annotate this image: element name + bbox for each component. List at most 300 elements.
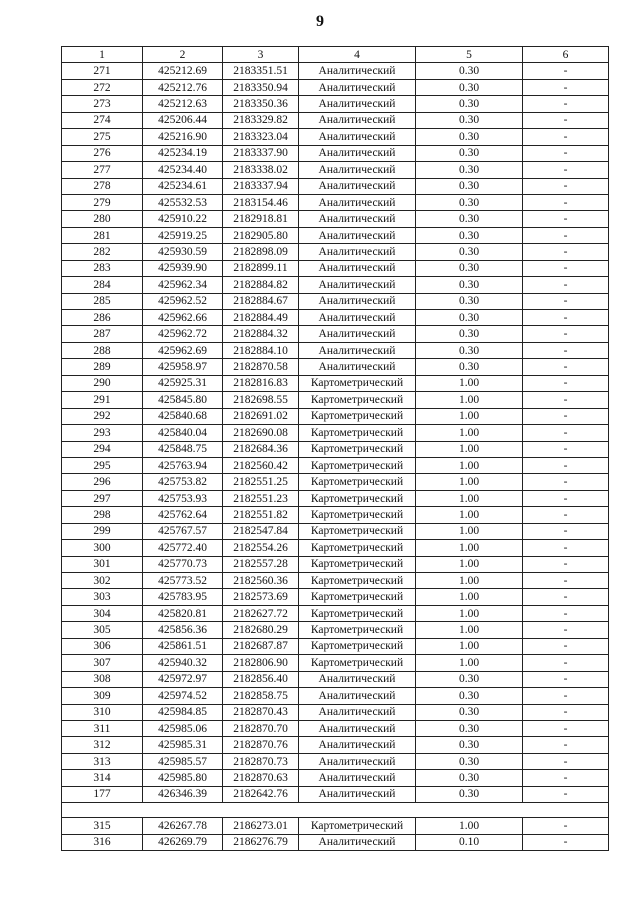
note-cell: -	[523, 720, 609, 736]
method-cell: Аналитический	[299, 834, 416, 850]
point-number-cell: 276	[62, 145, 143, 161]
x-coordinate-cell: 425910.22	[143, 211, 223, 227]
accuracy-cell: 0.30	[416, 688, 523, 704]
method-cell: Аналитический	[299, 342, 416, 358]
accuracy-cell: 0.30	[416, 194, 523, 210]
accuracy-cell: 0.30	[416, 178, 523, 194]
note-cell: -	[523, 671, 609, 687]
table-row	[62, 96, 609, 112]
accuracy-cell: 0.30	[416, 260, 523, 276]
note-cell: -	[523, 79, 609, 95]
table-row	[62, 457, 609, 473]
accuracy-cell: 0.30	[416, 96, 523, 112]
table-row	[62, 688, 609, 704]
method-cell: Картометрический	[299, 818, 416, 834]
accuracy-cell: 1.00	[416, 408, 523, 424]
x-coordinate-cell: 425234.61	[143, 178, 223, 194]
table-row	[62, 834, 609, 850]
accuracy-cell: 0.30	[416, 359, 523, 375]
table-row	[62, 277, 609, 293]
method-cell: Картометрический	[299, 556, 416, 572]
method-cell: Картометрический	[299, 638, 416, 654]
accuracy-cell: 1.00	[416, 655, 523, 671]
table-row	[62, 326, 609, 342]
note-cell: -	[523, 293, 609, 309]
note-cell: -	[523, 194, 609, 210]
column-header: 1	[62, 47, 143, 63]
method-cell: Аналитический	[299, 326, 416, 342]
method-cell: Картометрический	[299, 490, 416, 506]
note-cell: -	[523, 342, 609, 358]
accuracy-cell: 1.00	[416, 540, 523, 556]
method-cell: Картометрический	[299, 392, 416, 408]
x-coordinate-cell: 425984.85	[143, 704, 223, 720]
page-number: 9	[316, 13, 324, 30]
table-row	[62, 786, 609, 802]
point-number-cell: 283	[62, 260, 143, 276]
note-cell: -	[523, 359, 609, 375]
y-coordinate-cell: 2182884.10	[223, 342, 299, 358]
y-coordinate-cell: 2182884.32	[223, 326, 299, 342]
method-cell: Картометрический	[299, 441, 416, 457]
point-number-cell: 299	[62, 523, 143, 539]
y-coordinate-cell: 2182551.25	[223, 474, 299, 490]
table-header-row	[62, 47, 609, 63]
column-header: 5	[416, 47, 523, 63]
x-coordinate-cell: 425234.40	[143, 162, 223, 178]
y-coordinate-cell: 2183338.02	[223, 162, 299, 178]
accuracy-cell: 0.30	[416, 342, 523, 358]
point-number-cell: 300	[62, 540, 143, 556]
table-row	[62, 655, 609, 671]
table-row	[62, 293, 609, 309]
y-coordinate-cell: 2182551.82	[223, 507, 299, 523]
x-coordinate-cell: 426346.39	[143, 786, 223, 802]
point-number-cell: 307	[62, 655, 143, 671]
y-coordinate-cell: 2182856.40	[223, 671, 299, 687]
note-cell: -	[523, 260, 609, 276]
x-coordinate-cell: 425212.76	[143, 79, 223, 95]
table-row	[62, 540, 609, 556]
y-coordinate-cell: 2182680.29	[223, 622, 299, 638]
point-number-cell: 301	[62, 556, 143, 572]
x-coordinate-cell: 425216.90	[143, 129, 223, 145]
column-header: 6	[523, 47, 609, 63]
y-coordinate-cell: 2182573.69	[223, 589, 299, 605]
note-cell: -	[523, 818, 609, 834]
point-number-cell: 293	[62, 425, 143, 441]
accuracy-cell: 0.30	[416, 145, 523, 161]
y-coordinate-cell: 2182560.42	[223, 457, 299, 473]
y-coordinate-cell: 2182551.23	[223, 490, 299, 506]
method-cell: Аналитический	[299, 720, 416, 736]
accuracy-cell: 0.30	[416, 244, 523, 260]
accuracy-cell: 1.00	[416, 589, 523, 605]
accuracy-cell: 0.30	[416, 737, 523, 753]
method-cell: Аналитический	[299, 129, 416, 145]
method-cell: Картометрический	[299, 375, 416, 391]
x-coordinate-cell: 425856.36	[143, 622, 223, 638]
table-row	[62, 392, 609, 408]
method-cell: Аналитический	[299, 359, 416, 375]
point-number-cell: 286	[62, 310, 143, 326]
table-row	[62, 622, 609, 638]
table-row	[62, 79, 609, 95]
accuracy-cell: 0.30	[416, 326, 523, 342]
y-coordinate-cell: 2182918.81	[223, 211, 299, 227]
method-cell: Картометрический	[299, 507, 416, 523]
table-row	[62, 474, 609, 490]
x-coordinate-cell: 425845.80	[143, 392, 223, 408]
note-cell: -	[523, 408, 609, 424]
method-cell: Аналитический	[299, 63, 416, 79]
y-coordinate-cell	[223, 803, 299, 818]
accuracy-cell: 0.30	[416, 720, 523, 736]
x-coordinate-cell: 425783.95	[143, 589, 223, 605]
x-coordinate-cell: 425848.75	[143, 441, 223, 457]
table-row	[62, 737, 609, 753]
note-cell: -	[523, 211, 609, 227]
table-row	[62, 704, 609, 720]
y-coordinate-cell: 2182554.26	[223, 540, 299, 556]
note-cell: -	[523, 227, 609, 243]
x-coordinate-cell: 426267.78	[143, 818, 223, 834]
accuracy-cell: 0.30	[416, 63, 523, 79]
table-row	[62, 556, 609, 572]
y-coordinate-cell: 2183350.36	[223, 96, 299, 112]
y-coordinate-cell: 2182870.73	[223, 753, 299, 769]
note-cell: -	[523, 770, 609, 786]
point-number-cell: 294	[62, 441, 143, 457]
accuracy-cell: 1.00	[416, 622, 523, 638]
point-number-cell: 305	[62, 622, 143, 638]
note-cell: -	[523, 556, 609, 572]
accuracy-cell: 1.00	[416, 392, 523, 408]
point-number-cell: 284	[62, 277, 143, 293]
column-header: 3	[223, 47, 299, 63]
method-cell: Аналитический	[299, 194, 416, 210]
y-coordinate-cell: 2182899.11	[223, 260, 299, 276]
accuracy-cell: 1.00	[416, 507, 523, 523]
table-row	[62, 523, 609, 539]
note-cell: -	[523, 145, 609, 161]
x-coordinate-cell: 425767.57	[143, 523, 223, 539]
x-coordinate-cell: 425753.93	[143, 490, 223, 506]
method-cell: Аналитический	[299, 704, 416, 720]
point-number-cell	[62, 803, 143, 818]
column-header: 2	[143, 47, 223, 63]
x-coordinate-cell: 425840.04	[143, 425, 223, 441]
note-cell: -	[523, 638, 609, 654]
note-cell: -	[523, 178, 609, 194]
x-coordinate-cell: 425962.34	[143, 277, 223, 293]
table-row	[62, 408, 609, 424]
accuracy-cell: 0.30	[416, 704, 523, 720]
point-number-cell: 287	[62, 326, 143, 342]
note-cell: -	[523, 129, 609, 145]
method-cell: Картометрический	[299, 573, 416, 589]
method-cell: Аналитический	[299, 260, 416, 276]
note-cell: -	[523, 573, 609, 589]
y-coordinate-cell: 2182884.67	[223, 293, 299, 309]
method-cell: Картометрический	[299, 622, 416, 638]
note-cell: -	[523, 655, 609, 671]
table-row	[62, 260, 609, 276]
x-coordinate-cell: 425962.69	[143, 342, 223, 358]
x-coordinate-cell: 425532.53	[143, 194, 223, 210]
note-cell: -	[523, 441, 609, 457]
accuracy-cell: 1.00	[416, 474, 523, 490]
y-coordinate-cell: 2182557.28	[223, 556, 299, 572]
point-number-cell: 281	[62, 227, 143, 243]
method-cell: Картометрический	[299, 655, 416, 671]
point-number-cell: 310	[62, 704, 143, 720]
y-coordinate-cell: 2182684.36	[223, 441, 299, 457]
table-row	[62, 112, 609, 128]
method-cell: Аналитический	[299, 211, 416, 227]
method-cell: Аналитический	[299, 753, 416, 769]
accuracy-cell: 0.10	[416, 834, 523, 850]
accuracy-cell: 1.00	[416, 457, 523, 473]
y-coordinate-cell: 2183337.94	[223, 178, 299, 194]
y-coordinate-cell: 2183329.82	[223, 112, 299, 128]
accuracy-cell: 1.00	[416, 818, 523, 834]
accuracy-cell: 0.30	[416, 129, 523, 145]
x-coordinate-cell: 425925.31	[143, 375, 223, 391]
method-cell: Картометрический	[299, 474, 416, 490]
note-cell: -	[523, 244, 609, 260]
x-coordinate-cell: 425974.52	[143, 688, 223, 704]
note-cell	[523, 803, 609, 818]
table-row	[62, 671, 609, 687]
table-row	[62, 720, 609, 736]
note-cell: -	[523, 474, 609, 490]
y-coordinate-cell: 2183323.04	[223, 129, 299, 145]
table-row	[62, 803, 609, 818]
accuracy-cell: 0.30	[416, 211, 523, 227]
accuracy-cell: 1.00	[416, 375, 523, 391]
point-number-cell: 309	[62, 688, 143, 704]
method-cell: Аналитический	[299, 112, 416, 128]
accuracy-cell	[416, 803, 523, 818]
point-number-cell: 277	[62, 162, 143, 178]
note-cell: -	[523, 490, 609, 506]
table-row	[62, 375, 609, 391]
point-number-cell: 296	[62, 474, 143, 490]
point-number-cell: 312	[62, 737, 143, 753]
method-cell: Аналитический	[299, 244, 416, 260]
y-coordinate-cell: 2183154.46	[223, 194, 299, 210]
x-coordinate-cell: 425206.44	[143, 112, 223, 128]
point-number-cell: 292	[62, 408, 143, 424]
table-row	[62, 310, 609, 326]
note-cell: -	[523, 589, 609, 605]
note-cell: -	[523, 507, 609, 523]
point-number-cell: 278	[62, 178, 143, 194]
note-cell: -	[523, 834, 609, 850]
accuracy-cell: 0.30	[416, 112, 523, 128]
y-coordinate-cell: 2182884.82	[223, 277, 299, 293]
column-header: 4	[299, 47, 416, 63]
note-cell: -	[523, 605, 609, 621]
accuracy-cell: 1.00	[416, 523, 523, 539]
method-cell: Картометрический	[299, 540, 416, 556]
x-coordinate-cell: 425962.72	[143, 326, 223, 342]
point-number-cell: 303	[62, 589, 143, 605]
point-number-cell: 315	[62, 818, 143, 834]
table-row	[62, 63, 609, 79]
y-coordinate-cell: 2182698.55	[223, 392, 299, 408]
y-coordinate-cell: 2182870.63	[223, 770, 299, 786]
table-row	[62, 818, 609, 834]
note-cell: -	[523, 786, 609, 802]
method-cell: Аналитический	[299, 737, 416, 753]
note-cell: -	[523, 540, 609, 556]
x-coordinate-cell: 425770.73	[143, 556, 223, 572]
y-coordinate-cell: 2182898.09	[223, 244, 299, 260]
x-coordinate-cell: 425840.68	[143, 408, 223, 424]
note-cell: -	[523, 392, 609, 408]
point-number-cell: 313	[62, 753, 143, 769]
point-number-cell: 304	[62, 605, 143, 621]
coordinates-table	[61, 46, 609, 851]
method-cell	[299, 803, 416, 818]
method-cell: Картометрический	[299, 408, 416, 424]
table-row	[62, 227, 609, 243]
y-coordinate-cell: 2182884.49	[223, 310, 299, 326]
method-cell: Картометрический	[299, 457, 416, 473]
x-coordinate-cell: 425958.97	[143, 359, 223, 375]
point-number-cell: 282	[62, 244, 143, 260]
x-coordinate-cell: 425861.51	[143, 638, 223, 654]
table-row	[62, 638, 609, 654]
point-number-cell: 302	[62, 573, 143, 589]
point-number-cell: 291	[62, 392, 143, 408]
x-coordinate-cell: 425985.57	[143, 753, 223, 769]
method-cell: Аналитический	[299, 293, 416, 309]
note-cell: -	[523, 63, 609, 79]
x-coordinate-cell: 425930.59	[143, 244, 223, 260]
point-number-cell: 273	[62, 96, 143, 112]
accuracy-cell: 0.30	[416, 671, 523, 687]
x-coordinate-cell: 425939.90	[143, 260, 223, 276]
accuracy-cell: 0.30	[416, 79, 523, 95]
point-number-cell: 272	[62, 79, 143, 95]
y-coordinate-cell: 2183350.94	[223, 79, 299, 95]
note-cell: -	[523, 622, 609, 638]
y-coordinate-cell: 2182870.70	[223, 720, 299, 736]
accuracy-cell: 0.30	[416, 786, 523, 802]
x-coordinate-cell: 425940.32	[143, 655, 223, 671]
point-number-cell: 295	[62, 457, 143, 473]
table-row	[62, 211, 609, 227]
note-cell: -	[523, 688, 609, 704]
y-coordinate-cell: 2182870.76	[223, 737, 299, 753]
method-cell: Картометрический	[299, 425, 416, 441]
x-coordinate-cell: 426269.79	[143, 834, 223, 850]
accuracy-cell: 1.00	[416, 573, 523, 589]
x-coordinate-cell: 425234.19	[143, 145, 223, 161]
note-cell: -	[523, 277, 609, 293]
x-coordinate-cell: 425985.06	[143, 720, 223, 736]
point-number-cell: 280	[62, 211, 143, 227]
x-coordinate-cell: 425763.94	[143, 457, 223, 473]
note-cell: -	[523, 375, 609, 391]
accuracy-cell: 1.00	[416, 556, 523, 572]
note-cell: -	[523, 737, 609, 753]
y-coordinate-cell: 2182627.72	[223, 605, 299, 621]
accuracy-cell: 0.30	[416, 753, 523, 769]
table-row	[62, 178, 609, 194]
accuracy-cell: 1.00	[416, 490, 523, 506]
table-row	[62, 162, 609, 178]
table-row	[62, 441, 609, 457]
accuracy-cell: 1.00	[416, 425, 523, 441]
note-cell: -	[523, 162, 609, 178]
accuracy-cell: 0.30	[416, 293, 523, 309]
method-cell: Аналитический	[299, 96, 416, 112]
table-row	[62, 573, 609, 589]
y-coordinate-cell: 2182816.83	[223, 375, 299, 391]
table-row	[62, 605, 609, 621]
point-number-cell: 275	[62, 129, 143, 145]
note-cell: -	[523, 457, 609, 473]
y-coordinate-cell: 2182642.76	[223, 786, 299, 802]
point-number-cell: 311	[62, 720, 143, 736]
point-number-cell: 298	[62, 507, 143, 523]
point-number-cell: 271	[62, 63, 143, 79]
method-cell: Аналитический	[299, 162, 416, 178]
accuracy-cell: 0.30	[416, 310, 523, 326]
y-coordinate-cell: 2182806.90	[223, 655, 299, 671]
method-cell: Аналитический	[299, 277, 416, 293]
accuracy-cell: 0.30	[416, 227, 523, 243]
y-coordinate-cell: 2182870.43	[223, 704, 299, 720]
table-row	[62, 507, 609, 523]
note-cell: -	[523, 326, 609, 342]
method-cell: Аналитический	[299, 178, 416, 194]
y-coordinate-cell: 2182690.08	[223, 425, 299, 441]
point-number-cell: 289	[62, 359, 143, 375]
note-cell: -	[523, 704, 609, 720]
accuracy-cell: 1.00	[416, 441, 523, 457]
y-coordinate-cell: 2182560.36	[223, 573, 299, 589]
y-coordinate-cell: 2182547.84	[223, 523, 299, 539]
x-coordinate-cell: 425972.97	[143, 671, 223, 687]
table-body	[62, 63, 609, 851]
accuracy-cell: 1.00	[416, 605, 523, 621]
method-cell: Картометрический	[299, 523, 416, 539]
y-coordinate-cell: 2182691.02	[223, 408, 299, 424]
x-coordinate-cell: 425985.80	[143, 770, 223, 786]
point-number-cell: 288	[62, 342, 143, 358]
method-cell: Аналитический	[299, 227, 416, 243]
y-coordinate-cell: 2182870.58	[223, 359, 299, 375]
y-coordinate-cell: 2186276.79	[223, 834, 299, 850]
method-cell: Картометрический	[299, 589, 416, 605]
point-number-cell: 308	[62, 671, 143, 687]
x-coordinate-cell: 425820.81	[143, 605, 223, 621]
y-coordinate-cell: 2183351.51	[223, 63, 299, 79]
point-number-cell: 297	[62, 490, 143, 506]
y-coordinate-cell: 2182858.75	[223, 688, 299, 704]
x-coordinate-cell	[143, 803, 223, 818]
note-cell: -	[523, 753, 609, 769]
method-cell: Аналитический	[299, 145, 416, 161]
x-coordinate-cell: 425753.82	[143, 474, 223, 490]
point-number-cell: 314	[62, 770, 143, 786]
y-coordinate-cell: 2186273.01	[223, 818, 299, 834]
